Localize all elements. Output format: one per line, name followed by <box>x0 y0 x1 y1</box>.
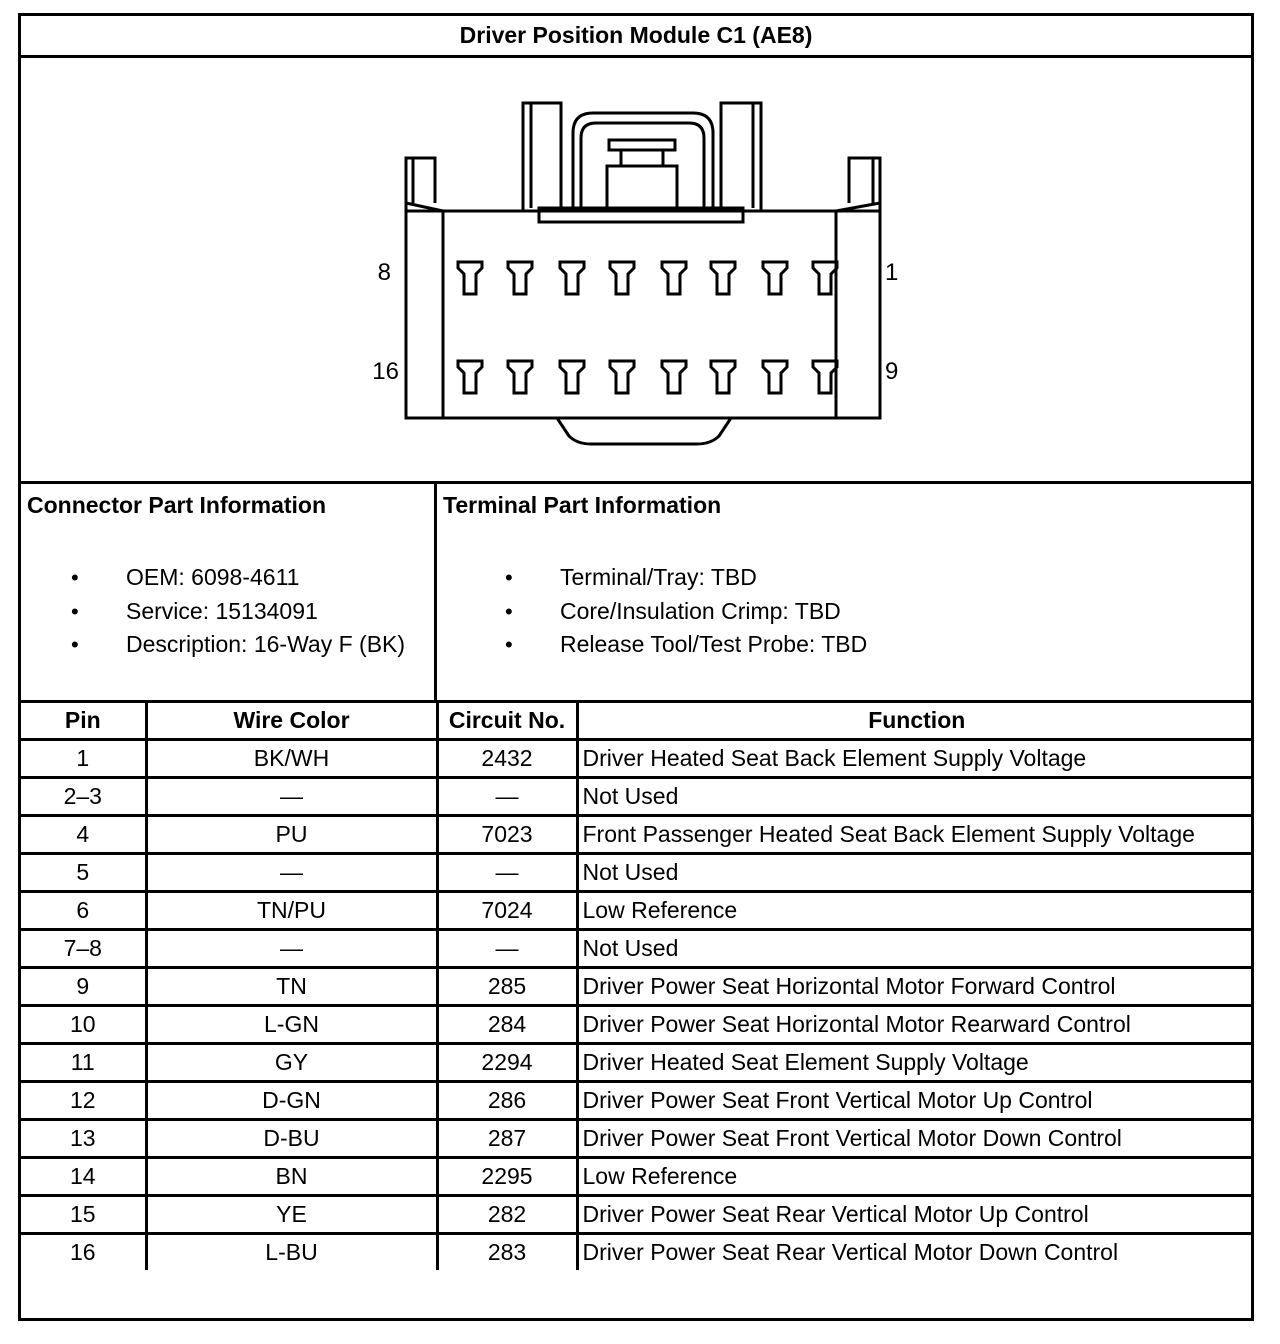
cell-pin: 4 <box>21 816 146 854</box>
cell-circuit-no: — <box>437 854 577 892</box>
cell-wire-color: BK/WH <box>146 740 437 778</box>
cell-pin: 14 <box>21 1158 146 1196</box>
header-function: Function <box>577 702 1251 740</box>
cell-pin: 2–3 <box>21 778 146 816</box>
list-item: • Terminal/Tray: TBD <box>505 564 757 590</box>
table-row <box>21 892 1251 930</box>
cell-function: Driver Power Seat Rear Vertical Motor Up Control <box>577 1196 1251 1234</box>
cell-pin: 9 <box>21 968 146 1006</box>
cell-wire-color: YE <box>146 1196 437 1234</box>
cell-pin: 15 <box>21 1196 146 1234</box>
cell-wire-color: TN <box>146 968 437 1006</box>
page-title: Driver Position Module C1 (AE8) <box>21 16 1251 58</box>
terminal-part-info <box>437 484 1251 702</box>
cell-wire-color: — <box>146 854 437 892</box>
cell-circuit-no: — <box>437 778 577 816</box>
table-row <box>21 778 1251 816</box>
cell-circuit-no: 2295 <box>437 1158 577 1196</box>
table-row <box>21 968 1251 1006</box>
cell-pin: 11 <box>21 1044 146 1082</box>
cell-wire-color: — <box>146 778 437 816</box>
terminal-cavity <box>458 262 482 294</box>
table-row <box>21 1082 1251 1120</box>
cell-pin: 13 <box>21 1120 146 1158</box>
cell-function: Low Reference <box>577 892 1251 930</box>
cell-wire-color: L-BU <box>146 1234 437 1271</box>
left-tower <box>523 103 561 211</box>
cell-pin: 7–8 <box>21 930 146 968</box>
table-row <box>21 816 1251 854</box>
terminal-cavity <box>763 262 787 294</box>
cell-circuit-no: 283 <box>437 1234 577 1271</box>
cell-wire-color: TN/PU <box>146 892 437 930</box>
terminal-cavity <box>610 262 634 294</box>
connector-info-heading: Connector Part Information <box>27 492 327 518</box>
cell-circuit-no: 282 <box>437 1196 577 1234</box>
list-item: • Core/Insulation Crimp: TBD <box>505 597 841 624</box>
terminal-cavity <box>508 361 532 393</box>
terminal-info-list <box>505 561 867 662</box>
terminal-row-top <box>458 262 837 294</box>
document-frame <box>18 13 1254 1321</box>
header-wire-color: Wire Color <box>146 702 437 740</box>
cell-circuit-no: 287 <box>437 1120 577 1158</box>
cell-circuit-no: 7024 <box>437 892 577 930</box>
table-row <box>21 930 1251 968</box>
cell-function: Low Reference <box>577 1158 1251 1196</box>
cell-pin: 16 <box>21 1234 146 1271</box>
cell-function: Driver Power Seat Front Vertical Motor Up Control <box>577 1082 1251 1120</box>
terminal-cavity <box>763 361 787 393</box>
terminal-row-bottom <box>458 361 837 393</box>
cell-function: Driver Power Seat Front Vertical Motor Down Control <box>577 1120 1251 1158</box>
terminal-cavity <box>610 361 634 393</box>
cell-circuit-no: 286 <box>437 1082 577 1120</box>
connector-diagram <box>21 58 1251 484</box>
cell-circuit-no: — <box>437 930 577 968</box>
pin-label-16: 16 <box>372 358 399 385</box>
connector-face-illustration <box>21 58 1251 484</box>
table-row <box>21 1006 1251 1044</box>
cell-pin: 5 <box>21 854 146 892</box>
cell-circuit-no: 284 <box>437 1006 577 1044</box>
table-row <box>21 1120 1251 1158</box>
cell-function: Not Used <box>577 778 1251 816</box>
cell-pin: 12 <box>21 1082 146 1120</box>
terminal-cavity <box>662 262 686 294</box>
cell-circuit-no: 2432 <box>437 740 577 778</box>
cell-function: Driver Heated Seat Back Element Supply Voltage <box>577 740 1251 778</box>
header-pin: Pin <box>21 702 146 740</box>
terminal-cavity <box>560 262 584 294</box>
terminal-cavity <box>508 262 532 294</box>
header-circuit-no: Circuit No. <box>437 702 577 740</box>
right-tower <box>721 103 761 211</box>
cell-wire-color: D-BU <box>146 1120 437 1158</box>
cell-pin: 10 <box>21 1006 146 1044</box>
terminal-cavity <box>458 361 482 393</box>
table-row <box>21 1044 1251 1082</box>
pin-label-9: 9 <box>885 358 899 385</box>
connector-part-info <box>21 484 437 702</box>
table-row <box>21 1196 1251 1234</box>
pin-label-1: 1 <box>885 259 899 286</box>
list-item: • OEM: 6098-4611 <box>71 564 300 590</box>
cell-wire-color: BN <box>146 1158 437 1196</box>
list-item: • Release Tool/Test Probe: TBD <box>505 631 868 657</box>
connector-info-list <box>71 561 405 662</box>
cell-function: Driver Power Seat Rear Vertical Motor Down Control <box>577 1234 1251 1271</box>
cell-wire-color: — <box>146 930 437 968</box>
latch-button <box>607 166 677 208</box>
cell-function: Not Used <box>577 930 1251 968</box>
bottom-key <box>557 418 731 444</box>
cell-wire-color: D-GN <box>146 1082 437 1120</box>
cell-function: Front Passenger Heated Seat Back Element Supply Voltage <box>577 816 1251 854</box>
terminal-cavity <box>813 361 837 393</box>
cell-function: Driver Heated Seat Element Supply Voltage <box>577 1044 1251 1082</box>
terminal-cavity <box>711 262 735 294</box>
pin-label-8: 8 <box>377 259 391 286</box>
center-latch-arch <box>573 113 713 208</box>
cell-pin: 6 <box>21 892 146 930</box>
cell-circuit-no: 7023 <box>437 816 577 854</box>
cell-wire-color: GY <box>146 1044 437 1082</box>
terminal-cavity <box>813 262 837 294</box>
cell-function: Not Used <box>577 854 1251 892</box>
terminal-info-heading: Terminal Part Information <box>443 492 722 518</box>
list-item: • Service: 15134091 <box>71 597 318 624</box>
terminal-cavity <box>711 361 735 393</box>
cell-function: Driver Power Seat Horizontal Motor Rearward Control <box>577 1006 1251 1044</box>
cell-circuit-no: 2294 <box>437 1044 577 1082</box>
cell-circuit-no: 285 <box>437 968 577 1006</box>
terminal-cavity <box>662 361 686 393</box>
cell-wire-color: PU <box>146 816 437 854</box>
table-header-row <box>21 702 1251 740</box>
cell-wire-color: L-GN <box>146 1006 437 1044</box>
list-item: • Description: 16-Way F (BK) <box>71 631 406 657</box>
table-row <box>21 854 1251 892</box>
table-row <box>21 1234 1251 1271</box>
table-row <box>21 1158 1251 1196</box>
table-row <box>21 740 1251 778</box>
terminal-cavity <box>560 361 584 393</box>
cell-pin: 1 <box>21 740 146 778</box>
cell-function: Driver Power Seat Horizontal Motor Forward Control <box>577 968 1251 1006</box>
pinout-table <box>21 700 1251 1270</box>
